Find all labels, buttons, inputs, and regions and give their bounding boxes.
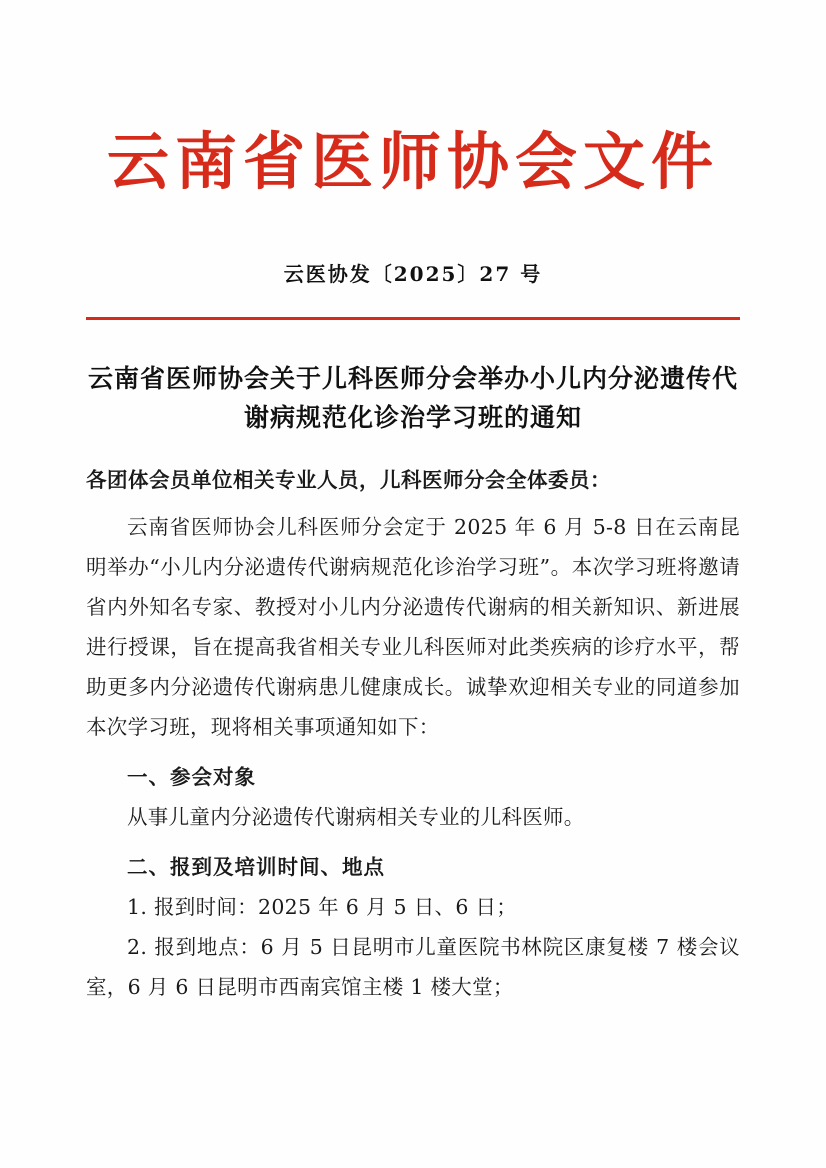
document-number: 云医协发〔2025〕27 号 bbox=[283, 262, 543, 287]
document-title: 云南省医师协会关于儿科医师分会举办小儿内分泌遗传代谢病规范化诊治学习班的通知 bbox=[87, 364, 738, 432]
red-divider-rule bbox=[86, 317, 740, 320]
section-2-item-1: 1. 报到时间：2025 年 6 月 5 日、6 日； bbox=[127, 895, 518, 920]
masthead bbox=[86, 0, 740, 196]
section-heading-1: 一、参会对象 bbox=[127, 765, 256, 790]
section-1-body: 从事儿童内分泌遗传代谢病相关专业的儿科医师。 bbox=[127, 805, 585, 830]
organization-title: 云南省医师协会文件 bbox=[106, 125, 719, 198]
body-paragraph-1: 云南省医师协会儿科医师分会定于 2025 年 6 月 5-8 日在云南昆明举办“小儿内分泌遗传代谢病规范化诊治学习班”。本次学习班将邀请省内外知名专家、教授对小儿内分泌遗传代谢病的相关新知识、新进展进行授课，旨在提高我省相关专业儿科医师对此类疾病的诊疗水平，帮助更多内分泌遗传代谢病患儿健康成长。诚挚欢迎相关专业的同道参加本次学习班，现将相关事项通知如下： bbox=[86, 515, 740, 740]
section-2-item-2: 2. 报到地点：6 月 5 日昆明市儿童医院书林院区康复楼 7 楼会议室，6 月 6 日昆明市西南宾馆主楼 1 楼大堂； bbox=[86, 935, 740, 1000]
salutation: 各团体会员单位相关专业人员，儿科医师分会全体委员： bbox=[86, 467, 611, 492]
section-heading-2: 二、报到及培训时间、地点 bbox=[127, 855, 385, 880]
